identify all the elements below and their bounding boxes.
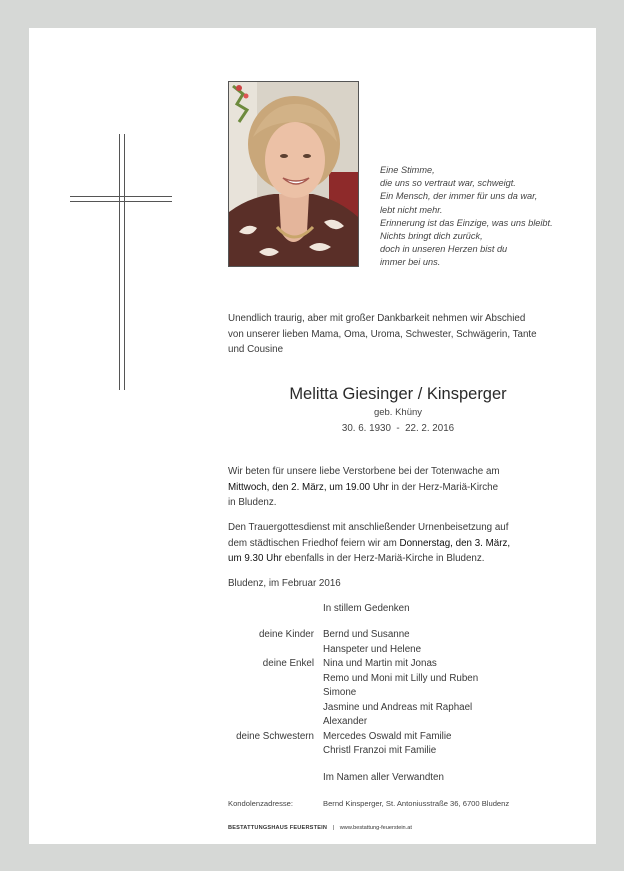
website-link[interactable]: www.bestattung-feuerstein.at <box>339 825 412 831</box>
condolence-label: Kondolenzadresse: <box>228 799 294 808</box>
service-location: ebenfalls in der Herz-Mariä-Kirche in Bludenz. <box>281 553 485 564</box>
wake-date: Mittwoch, den 2. März, um 19.00 Uhr <box>228 481 389 493</box>
intro-line: von unserer lieben Mama, Oma, Uroma, Schwester, Schwägerin, Tante <box>228 328 537 340</box>
mourner-entry: Jasmine und Andreas mit Raphael <box>323 702 473 713</box>
poem-line: doch in unseren Herzen bist du <box>380 244 508 255</box>
mourner-entry: Nina und Martin mit Jonas <box>323 658 437 669</box>
wake-line: Wir beten für unsere liebe Verstorbene bei der Totenwache am <box>228 466 500 477</box>
wake-line <box>228 480 568 496</box>
place-date: Bludenz, im Februar 2016 <box>228 578 341 589</box>
portrait-photo <box>228 81 359 267</box>
mourner-entry: Christl Franzoi mit Familie <box>323 745 437 756</box>
intro-line: und Cousine <box>228 344 284 355</box>
mourner-entry: Mercedes Oswald mit Familie <box>323 731 452 742</box>
deceased-name: Melitta Giesinger / Kinsperger <box>289 385 507 403</box>
service-text: dem städtischen Friedhof feiern wir am <box>228 537 400 549</box>
service-line <box>228 551 568 567</box>
service-line <box>228 536 568 552</box>
poem-line: immer bei uns. <box>380 257 441 268</box>
children-label: deine Kinder <box>258 629 314 640</box>
cross-icon <box>70 134 172 390</box>
poem-line: Erinnerung ist das Einzige, was uns bleibt. <box>380 217 553 228</box>
poem-line: Eine Stimme, <box>380 165 435 175</box>
mourner-entry: Alexander <box>323 716 368 727</box>
poem <box>380 164 580 270</box>
poem-line: die uns so vertraut war, schweigt. <box>380 178 516 189</box>
intro-line: Unendlich traurig, aber mit großer Dankbarkeit nehmen wir Abschied <box>228 313 526 324</box>
footer-separator: | <box>332 825 335 831</box>
footer <box>228 825 412 831</box>
life-dates: 30. 6. 1930 - 22. 2. 2016 <box>341 423 455 434</box>
mourners-heading: In stillem Gedenken <box>323 603 410 614</box>
mourners-closing: Im Namen aller Verwandten <box>323 772 444 783</box>
mourner-entry: Remo und Moni mit Lilly und Ruben <box>323 673 479 684</box>
poem-line: Nichts bringt dich zurück, <box>380 231 483 242</box>
sisters-label: deine Schwestern <box>236 731 314 742</box>
birth-name: geb. Khüny <box>373 407 423 418</box>
condolence-address: Bernd Kinsperger, St. Antoniusstraße 36, 6700 Bludenz <box>323 799 510 808</box>
mourner-entry: Hanspeter und Helene <box>323 644 422 655</box>
poem-line: lebt nicht mehr. <box>380 204 443 215</box>
wake-location: in der Herz-Mariä-Kirche <box>388 481 499 493</box>
mourner-entry: Bernd und Susanne <box>323 629 410 640</box>
poem-line: Ein Mensch, der immer für uns da war, <box>380 191 538 202</box>
service-paragraph <box>228 520 568 567</box>
service-line: Den Trauergottesdienst mit anschließender Urnenbeisetzung auf <box>228 522 509 533</box>
wake-paragraph <box>228 464 568 511</box>
grandchildren-label: deine Enkel <box>262 658 314 669</box>
service-date: Donnerstag, den 3. März, <box>399 537 511 549</box>
wake-line: in Bludenz. <box>228 497 277 508</box>
service-time: um 9.30 Uhr <box>228 553 282 564</box>
mourner-entry: Simone <box>323 687 357 698</box>
intro-text <box>228 311 578 358</box>
company-name: BESTATTUNGSHAUS FEUERSTEIN <box>228 825 328 831</box>
